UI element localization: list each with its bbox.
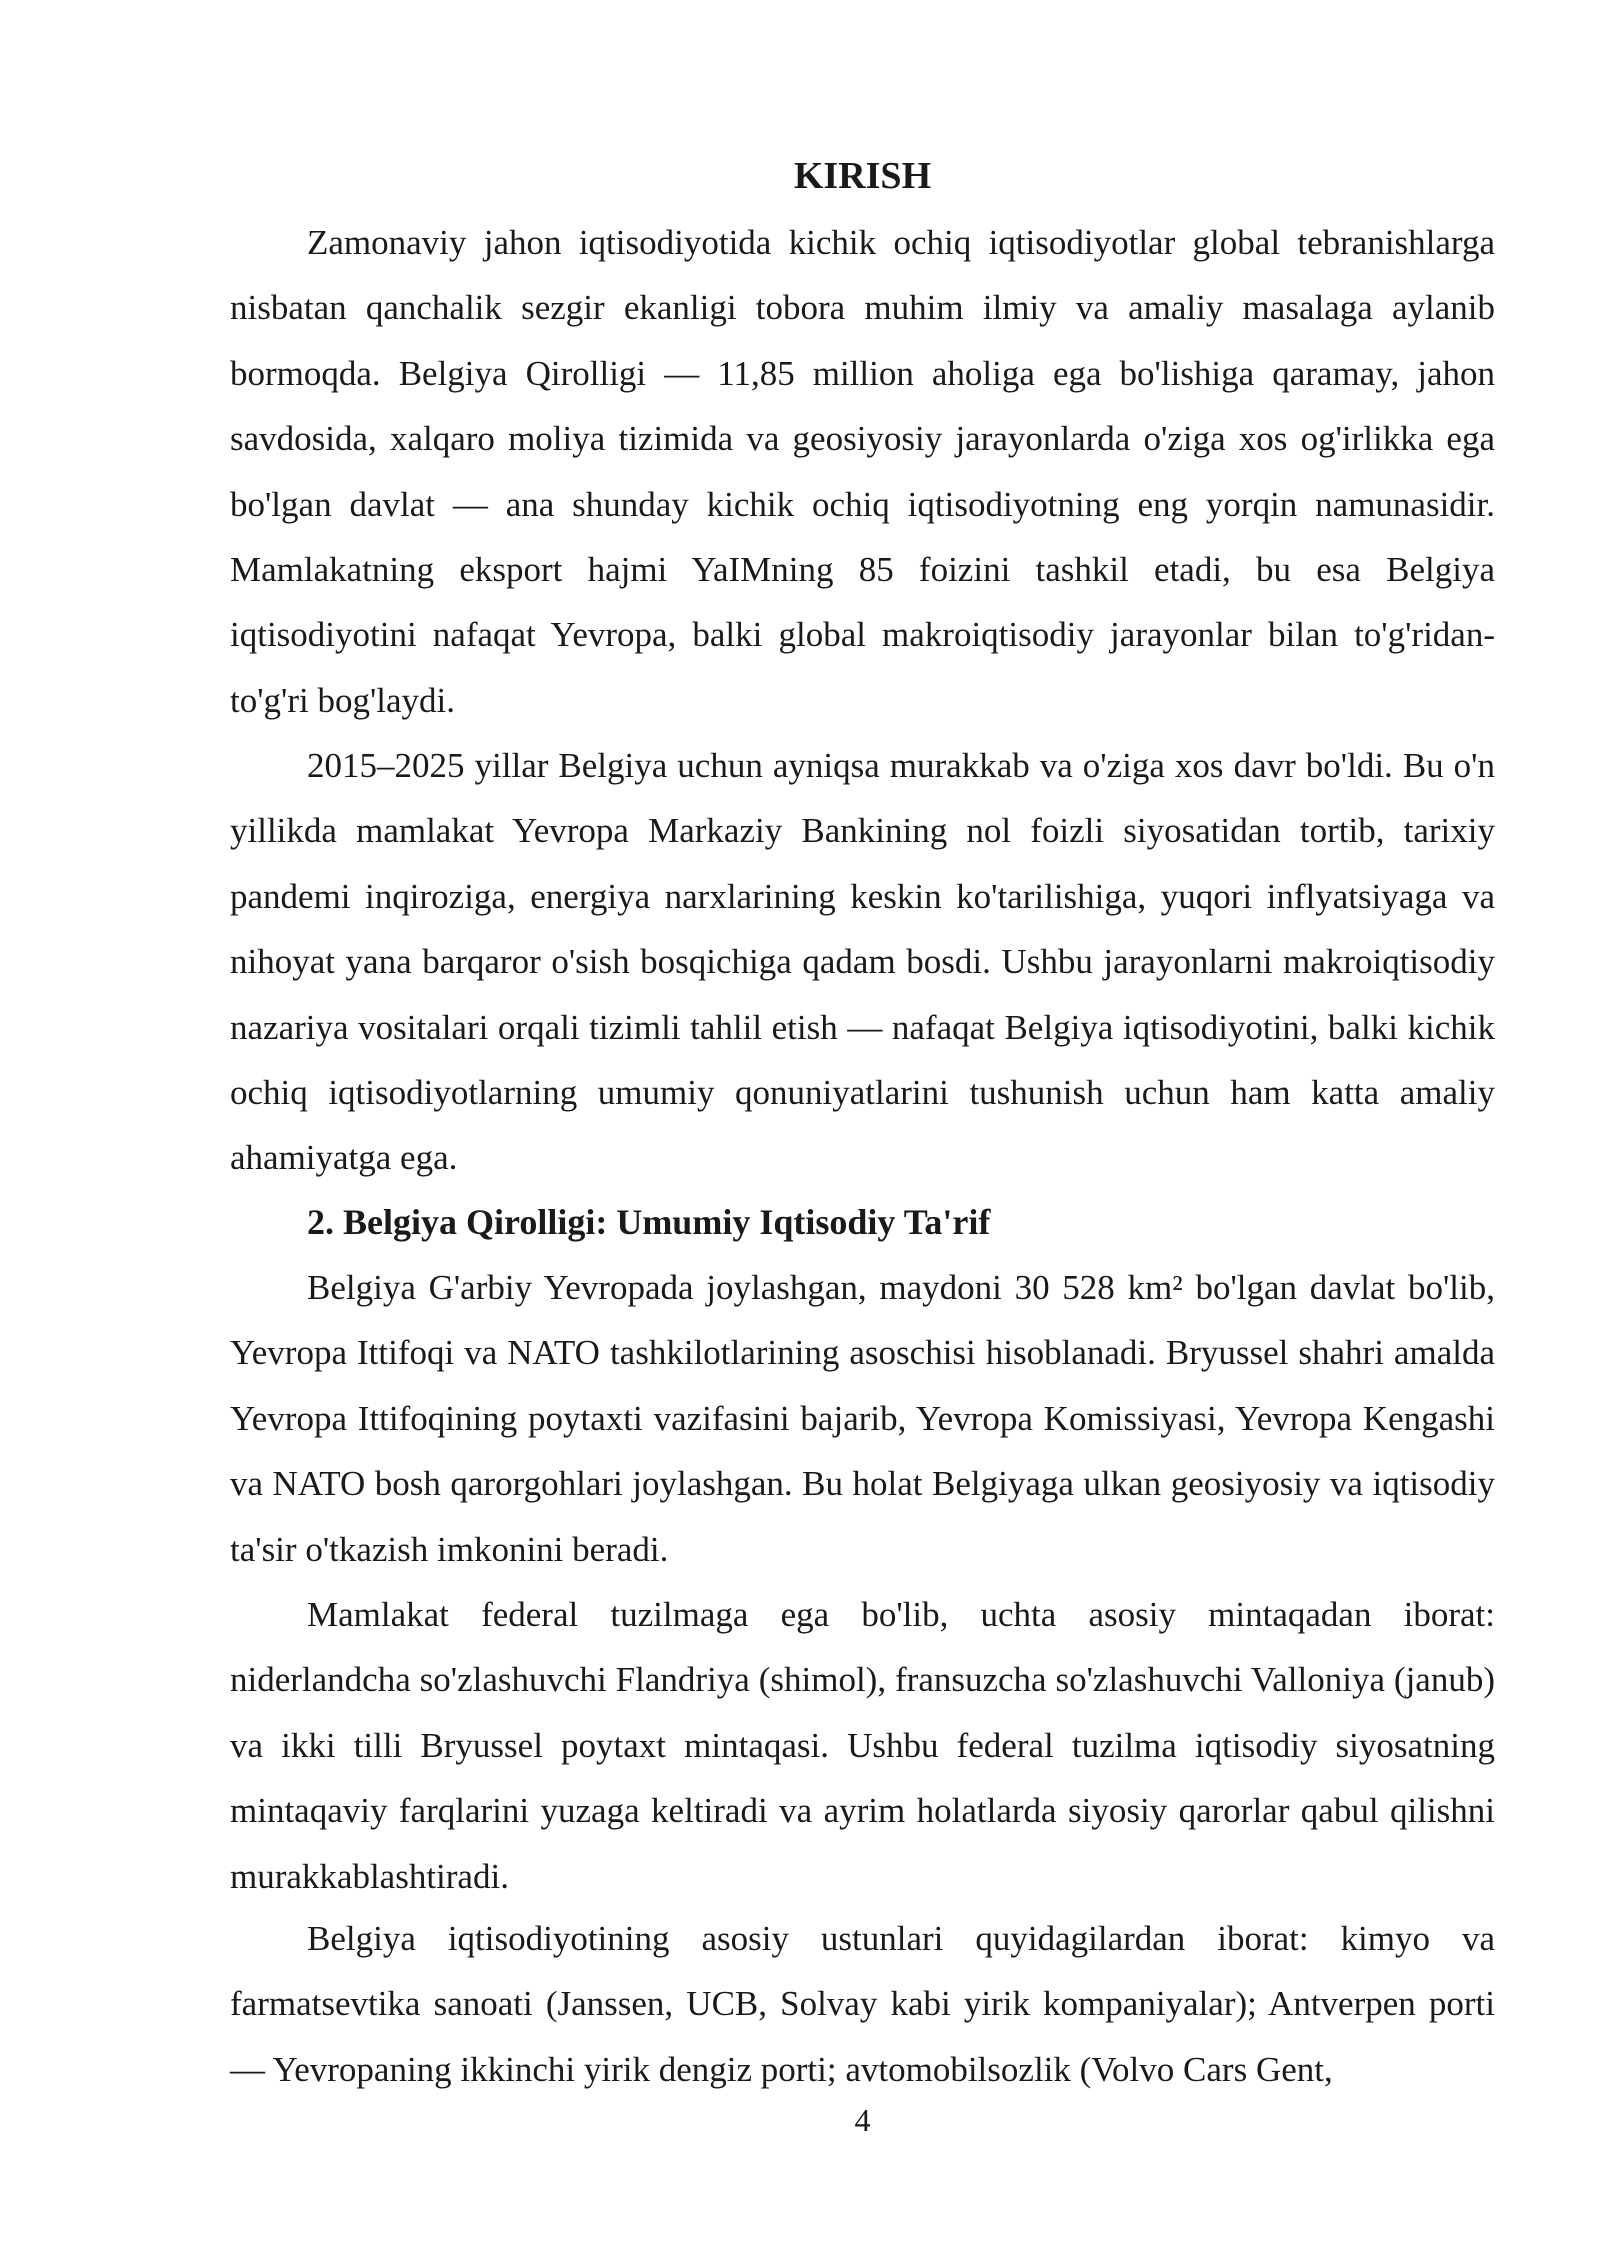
section-heading: 2. Belgiya Qirolligi: Umumiy Iqtisodiy Ta'rif (307, 1202, 991, 1242)
section-paragraph-2: Mamlakat federal tuzilmaga ega bo'lib, uchta asosiy mintaqadan iborat: niderlandcha so'zlashuvchi Flandriya (shimol), fransuzcha so'zlashuvchi Valloniya (janub) va ikki tilli Bryussel poytaxt mintaqasi. Ushbu federal tuzilma iqtisodiy siyosatning mintaqaviy farqlarini yuzaga keltiradi va ayrim holatlarda siyosiy qarorlar qabul qilishni murakkablashtiradi. (230, 1595, 1495, 1896)
intro-paragraph-1: Zamonaviy jahon iqtisodiyotida kichik ochiq iqtisodiyotlar global tebranishlarga nisbatan qanchalik sezgir ekanligi tobora muhim ilmiy va amaliy masalaga aylanib bormoqda. Belgiya Qirolligi — 11,85 million aholiga ega bo'lishiga qaramay, jahon savdosida, xalqaro moliya tizimida va geosiyosiy jarayonlarda o'ziga xos og'irlikka ega bo'lgan davlat — ana shunday kichik ochiq iqtisodiyotning eng yorqin namunasidir. Mamlakatning eksport hajmi YaIMning 85 foizini tashkil etadi, bu esa Belgiya iqtisodiyotini nafaqat Yevropa, balki global makroiqtisodiy jarayonlar bilan to'g'ridan-to'g'ri bog'laydi. (230, 223, 1495, 720)
section-paragraph-3: Belgiya iqtisodiyotining asosiy ustunlari quyidagilardan iborat: kimyo va farmatsevtika sanoati (Janssen, UCB, Solvay kabi yirik kompaniyalar); Antverpen porti — Yevropaning ikkinchi yirik dengiz porti; avtomobilsozlik (Volvo Cars Gent, (230, 1919, 1495, 2089)
intro-paragraph-2: 2015–2025 yillar Belgiya uchun ayniqsa murakkab va o'ziga xos davr bo'ldi. Bu o'n yillikda mamlakat Yevropa Markaziy Bankining nol foizli siyosatidan tortib, tarixiy pandemi inqiroziga, energiya narxlarining keskin ko'tarilishiga, yuqori inflyatsiyaga va nihoyat yana barqaror o'sish bosqichiga qadam bosdi. Ushbu jarayonlarni makroiqtisodiy nazariya vositalari orqali tizimli tahlil etish — nafaqat Belgiya iqtisodiyotini, balki kichik ochiq iqtisodiyotlarning umumiy qonuniyatlarini tushunish uchun ham katta amaliy ahamiyatga ega. (230, 746, 1495, 1178)
page-title: KIRISH (793, 155, 932, 197)
section-paragraph-1: Belgiya G'arbiy Yevropada joylashgan, maydoni 30 528 km² bo'lgan davlat bo'lib, Yevropa Ittifoqi va NATO tashkilotlarining asoschisi hisoblanadi. Bryussel shahri amalda Yevropa Ittifoqining poytaxti vazifasini bajarib, Yevropa Komissiyasi, Yevropa Kengashi va NATO bosh qarorgohlari joylashgan. Bu holat Belgiyaga ulkan geosiyosiy va iqtisodiy ta'sir o'tkazish imkonini beradi. (230, 1268, 1495, 1569)
page-number: 4 (854, 2102, 871, 2138)
